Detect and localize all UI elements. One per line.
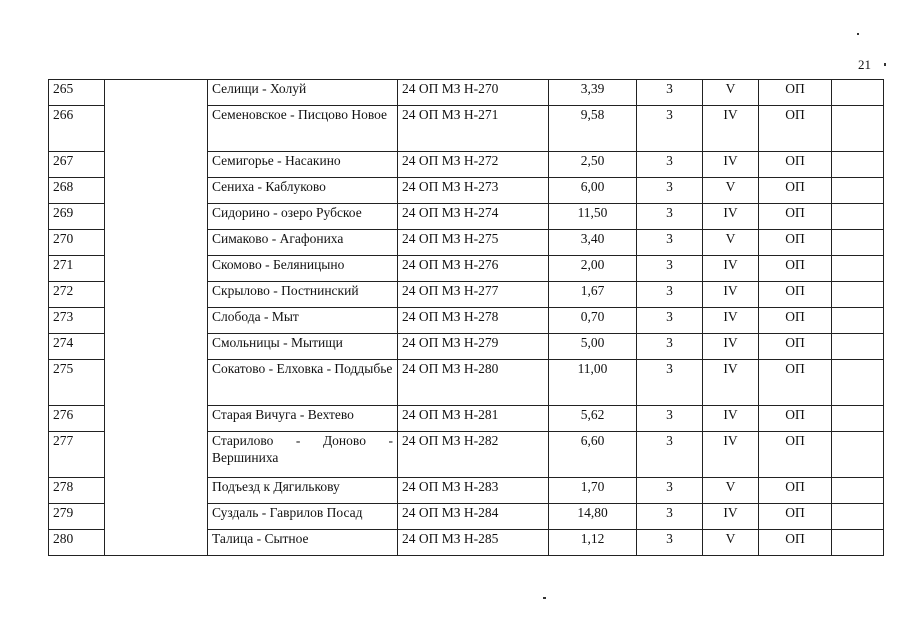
road-lanes: 3 (637, 80, 703, 106)
road-category: V (703, 178, 759, 204)
road-lanes: 3 (637, 360, 703, 406)
road-significance: ОП (759, 282, 832, 308)
road-category: IV (703, 106, 759, 152)
road-name: Симаково - Агафониха (208, 230, 398, 256)
road-significance: ОП (759, 478, 832, 504)
blank-merged-column (105, 80, 208, 556)
road-significance: ОП (759, 230, 832, 256)
empty-cell (832, 432, 884, 478)
road-category: IV (703, 204, 759, 230)
row-number: 268 (49, 178, 105, 204)
road-name: Скомово - Беляницыно (208, 256, 398, 282)
road-length: 9,58 (549, 106, 637, 152)
road-significance: ОП (759, 256, 832, 282)
road-name: Старилово - Доново - Вершиниха (208, 432, 398, 478)
empty-cell (832, 80, 884, 106)
empty-cell (832, 478, 884, 504)
row-number: 277 (49, 432, 105, 478)
road-lanes: 3 (637, 504, 703, 530)
road-length: 11,00 (549, 360, 637, 406)
empty-cell (832, 308, 884, 334)
road-name: Сидорино - озеро Рубское (208, 204, 398, 230)
road-significance: ОП (759, 204, 832, 230)
row-number: 274 (49, 334, 105, 360)
page-number: 21 (858, 57, 871, 72)
row-number: 272 (49, 282, 105, 308)
road-code: 24 ОП МЗ Н-281 (398, 406, 549, 432)
empty-cell (832, 530, 884, 556)
roads-table (48, 79, 884, 556)
road-code: 24 ОП МЗ Н-270 (398, 80, 549, 106)
empty-cell (832, 360, 884, 406)
road-name: Сокатово - Елховка - Поддыбье (208, 360, 398, 406)
road-category: V (703, 530, 759, 556)
road-length: 1,67 (549, 282, 637, 308)
road-length: 5,00 (549, 334, 637, 360)
road-name: Семеновское - Писцово Новое (208, 106, 398, 152)
road-significance: ОП (759, 530, 832, 556)
row-number: 275 (49, 360, 105, 406)
road-code: 24 ОП МЗ Н-284 (398, 504, 549, 530)
road-category: IV (703, 256, 759, 282)
row-number: 271 (49, 256, 105, 282)
road-category: V (703, 478, 759, 504)
empty-cell (832, 282, 884, 308)
row-number: 279 (49, 504, 105, 530)
road-category: IV (703, 152, 759, 178)
road-code: 24 ОП МЗ Н-278 (398, 308, 549, 334)
roads-table-body (49, 80, 884, 556)
road-length: 3,40 (549, 230, 637, 256)
scan-speck (884, 63, 886, 66)
road-code: 24 ОП МЗ Н-271 (398, 106, 549, 152)
empty-cell (832, 230, 884, 256)
road-lanes: 3 (637, 432, 703, 478)
road-lanes: 3 (637, 334, 703, 360)
road-code: 24 ОП МЗ Н-283 (398, 478, 549, 504)
row-number: 278 (49, 478, 105, 504)
row-number: 267 (49, 152, 105, 178)
road-significance: ОП (759, 152, 832, 178)
road-significance: ОП (759, 334, 832, 360)
road-lanes: 3 (637, 282, 703, 308)
road-category: IV (703, 308, 759, 334)
road-category: IV (703, 504, 759, 530)
road-code: 24 ОП МЗ Н-276 (398, 256, 549, 282)
road-length: 14,80 (549, 504, 637, 530)
road-category: IV (703, 432, 759, 478)
road-name: Скрылово - Постнинский (208, 282, 398, 308)
road-name: Слобода - Мыт (208, 308, 398, 334)
row-number: 280 (49, 530, 105, 556)
road-length: 1,70 (549, 478, 637, 504)
road-lanes: 3 (637, 478, 703, 504)
road-significance: ОП (759, 308, 832, 334)
road-significance: ОП (759, 360, 832, 406)
road-significance: ОП (759, 504, 832, 530)
road-lanes: 3 (637, 530, 703, 556)
road-category: V (703, 230, 759, 256)
road-code: 24 ОП МЗ Н-274 (398, 204, 549, 230)
road-name: Смольницы - Мытищи (208, 334, 398, 360)
empty-cell (832, 406, 884, 432)
road-lanes: 3 (637, 256, 703, 282)
road-category: IV (703, 360, 759, 406)
road-category: IV (703, 282, 759, 308)
row-number: 269 (49, 204, 105, 230)
road-length: 2,50 (549, 152, 637, 178)
empty-cell (832, 256, 884, 282)
road-lanes: 3 (637, 178, 703, 204)
row-number: 276 (49, 406, 105, 432)
road-code: 24 ОП МЗ Н-272 (398, 152, 549, 178)
road-length: 2,00 (549, 256, 637, 282)
scan-speck (543, 597, 546, 599)
road-code: 24 ОП МЗ Н-273 (398, 178, 549, 204)
road-code: 24 ОП МЗ Н-282 (398, 432, 549, 478)
empty-cell (832, 504, 884, 530)
empty-cell (832, 178, 884, 204)
road-category: V (703, 80, 759, 106)
road-length: 6,60 (549, 432, 637, 478)
road-lanes: 3 (637, 204, 703, 230)
road-length: 6,00 (549, 178, 637, 204)
road-significance: ОП (759, 406, 832, 432)
row-number: 266 (49, 106, 105, 152)
road-lanes: 3 (637, 230, 703, 256)
road-name: Подъезд к Дягилькову (208, 478, 398, 504)
road-length: 5,62 (549, 406, 637, 432)
road-lanes: 3 (637, 406, 703, 432)
road-name: Сениха - Каблуково (208, 178, 398, 204)
row-number: 270 (49, 230, 105, 256)
table-row (49, 80, 884, 106)
road-lanes: 3 (637, 106, 703, 152)
road-length: 11,50 (549, 204, 637, 230)
road-name: Талица - Сытное (208, 530, 398, 556)
road-code: 24 ОП МЗ Н-277 (398, 282, 549, 308)
road-lanes: 3 (637, 152, 703, 178)
road-category: IV (703, 334, 759, 360)
row-number: 265 (49, 80, 105, 106)
road-lanes: 3 (637, 308, 703, 334)
road-category: IV (703, 406, 759, 432)
scan-speck (857, 33, 859, 35)
road-length: 3,39 (549, 80, 637, 106)
road-significance: ОП (759, 106, 832, 152)
road-name: Старая Вичуга - Вехтево (208, 406, 398, 432)
road-length: 1,12 (549, 530, 637, 556)
road-name: Селищи - Холуй (208, 80, 398, 106)
road-name: Семигорье - Насакино (208, 152, 398, 178)
road-length: 0,70 (549, 308, 637, 334)
row-number: 273 (49, 308, 105, 334)
road-code: 24 ОП МЗ Н-280 (398, 360, 549, 406)
road-significance: ОП (759, 432, 832, 478)
empty-cell (832, 152, 884, 178)
empty-cell (832, 204, 884, 230)
empty-cell (832, 334, 884, 360)
road-code: 24 ОП МЗ Н-279 (398, 334, 549, 360)
road-significance: ОП (759, 80, 832, 106)
road-code: 24 ОП МЗ Н-275 (398, 230, 549, 256)
empty-cell (832, 106, 884, 152)
road-significance: ОП (759, 178, 832, 204)
road-name: Суздаль - Гаврилов Посад (208, 504, 398, 530)
road-code: 24 ОП МЗ Н-285 (398, 530, 549, 556)
